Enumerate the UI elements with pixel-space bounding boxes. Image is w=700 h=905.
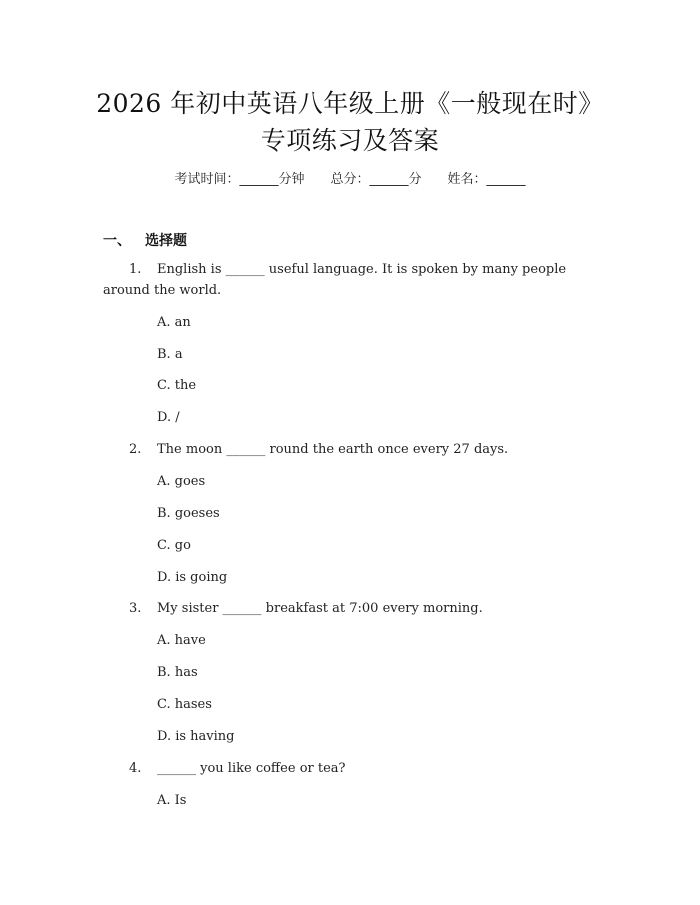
question-number: 1. xyxy=(129,262,142,277)
total-score-blank: ______ xyxy=(369,172,409,187)
question-2 xyxy=(129,442,508,457)
question-3-option-a: A. have xyxy=(157,633,206,648)
student-name-blank: ______ xyxy=(486,172,526,187)
student-name-label: 姓名： xyxy=(447,172,487,187)
question-1-option-a: A. an xyxy=(157,315,191,330)
question-2-option-c: C. go xyxy=(157,538,191,553)
section-heading xyxy=(103,230,187,250)
question-4 xyxy=(129,761,346,776)
question-1-text-continued: around the world. xyxy=(103,283,222,298)
section-number: 一、 xyxy=(103,233,131,249)
exam-time-unit: 分钟 xyxy=(278,172,305,187)
question-1-option-b: B. a xyxy=(157,347,183,362)
question-3 xyxy=(129,601,483,616)
document-title-line-1: 2026 年初中英语八年级上册《一般现在时》 xyxy=(96,89,604,118)
total-score-unit: 分 xyxy=(408,172,422,187)
question-1-option-c: C. the xyxy=(157,378,197,393)
question-number: 2. xyxy=(129,442,142,457)
document-title-line-2: 专项练习及答案 xyxy=(260,126,440,155)
question-1-option-d: D. / xyxy=(157,410,180,425)
question-number: 4. xyxy=(129,761,142,776)
question-2-option-a: A. goes xyxy=(157,474,206,489)
question-3-option-b: B. has xyxy=(157,665,198,680)
exam-time-label: 考试时间： xyxy=(174,172,240,187)
total-score-label: 总分： xyxy=(330,172,370,187)
question-3-option-c: C. hases xyxy=(157,697,212,712)
exam-info-line xyxy=(0,168,700,187)
exam-time-blank: ______ xyxy=(239,172,279,187)
question-3-option-d: D. is having xyxy=(157,729,235,744)
question-2-option-b: B. goeses xyxy=(157,506,220,521)
question-text: My sister ______ breakfast at 7:00 every morning. xyxy=(157,601,483,616)
question-text: The moon ______ round the earth once every 27 days. xyxy=(157,442,509,457)
question-2-option-d: D. is going xyxy=(157,570,228,585)
question-4-option-a: A. Is xyxy=(157,793,187,808)
section-title: 选择题 xyxy=(145,233,187,249)
question-text: ______ you like coffee or tea? xyxy=(157,761,346,776)
question-text: English is ______ useful language. It is spoken by many people xyxy=(157,262,567,277)
question-number: 3. xyxy=(129,601,142,616)
question-1 xyxy=(129,262,566,277)
